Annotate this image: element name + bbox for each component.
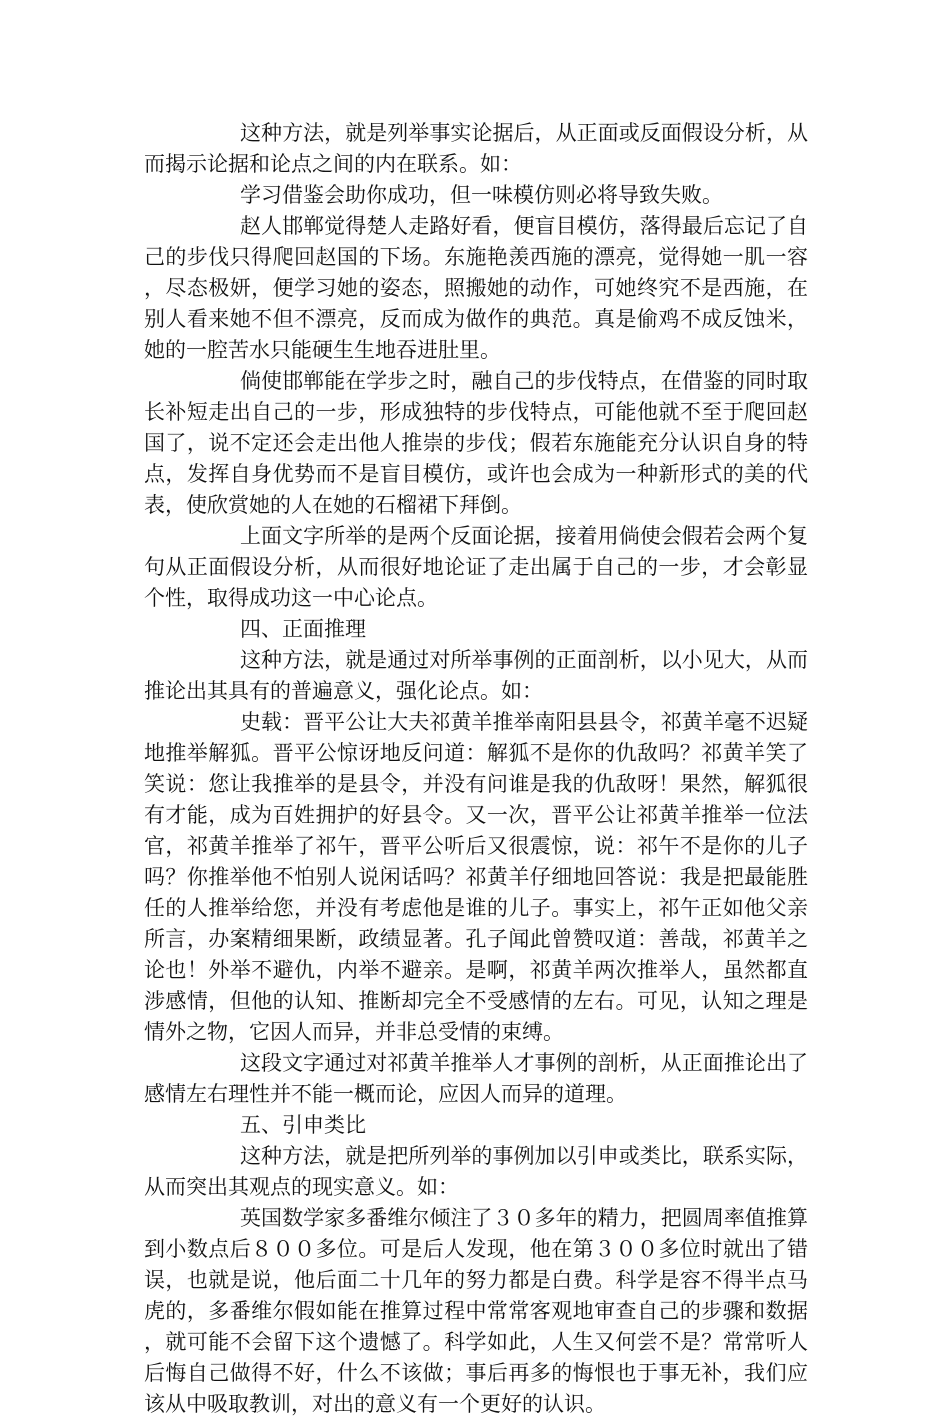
paragraph: 这种方法，就是列举事实论据后，从正面或反面假设分析，从而揭示论据和论点之间的内在联系。如： (144, 121, 808, 176)
document-body (144, 118, 808, 1420)
paragraph: 这种方法，就是通过对所举事例的正面剖析，以小见大，从而推论出其具有的普遍意义，强化论点。如： (144, 648, 808, 703)
paragraph: 这种方法，就是把所列举的事例加以引申或类比，联系实际，从而突出其观点的现实意义。如： (144, 1144, 808, 1199)
paragraph: 这段文字通过对祁黄羊推举人才事例的剖析，从正面推论出了感情左右理性并不能一概而论，应因人而异的道理。 (144, 1051, 808, 1106)
section-heading: 五、引申类比 (240, 1113, 366, 1137)
paragraph: 学习借鉴会助你成功，但一味模仿则必将导致失败。 (240, 183, 723, 207)
paragraph: 赵人邯郸觉得楚人走路好看，便盲目模仿，落得最后忘记了自己的步伐只得爬回赵国的下场。东施艳羡西施的漂亮，觉得她一肌一容，尽态极妍，便学习她的姿态，照搬她的动作，可她终究不是西施，在别人看来她不但不漂亮，反而成为做作的典范。真是偷鸡不成反蚀米，她的一腔苦水只能硬生生地吞进肚里。 (144, 214, 808, 362)
paragraph: 上面文字所举的是两个反面论据，接着用倘使会假若会两个复句从正面假设分析，从而很好地论证了走出属于自己的一步，才会彰显个性，取得成功这一中心论点。 (144, 524, 808, 610)
paragraph: 英国数学家多番维尔倾注了３０多年的精力，把圆周率值推算到小数点后８００多位。可是后人发现，他在第３００多位时就出了错误，也就是说，他后面二十几年的努力都是白费。科学是容不得半点马虎的，多番维尔假如能在推算过程中常常客观地审查自己的步骤和数据，就可能不会留下这个遗憾了。科学如此，人生又何尝不是？常常听人后悔自己做得不好，什么不该做；事后再多的悔恨也于事无补，我们应该从中吸取教训，对出的意义有一个更好的认识。 (144, 1206, 808, 1416)
paragraph: 史载：晋平公让大夫祁黄羊推举南阳县县令，祁黄羊毫不迟疑地推举解狐。晋平公惊讶地反问道：解狐不是你的仇敌吗？祁黄羊笑了笑说：您让我推举的是县令，并没有问谁是我的仇敌呀！果然，解狐很有才能，成为百姓拥护的好县令。又一次，晋平公让祁黄羊推举一位法官，祁黄羊推举了祁午，晋平公听后又很震惊，说：祁午不是你的儿子吗？你推举他不怕别人说闲话吗？祁黄羊仔细地回答说：我是把最能胜任的人推举给您，并没有考虑他是谁的儿子。事实上，祁午正如他父亲所言，办案精细果断，政绩显著。孔子闻此曾赞叹道：善哉，祁黄羊之论也！外举不避仇，内举不避亲。是啊，祁黄羊两次推举人，虽然都直涉感情，但他的认知、推断却完全不受感情的左右。可见，认知之理是情外之物，它因人而异，并非总受情的束缚。 (144, 710, 808, 1044)
paragraph: 倘使邯郸能在学步之时，融自己的步伐特点，在借鉴的同时取长补短走出自己的一步，形成独特的步伐特点，可能他就不至于爬回赵国了，说不定还会走出他人推崇的步伐；假若东施能充分认识自身的特点，发挥自身优势而不是盲目模仿，或许也会成为一种新形式的美的代表，使欣赏她的人在她的石榴裙下拜倒。 (144, 369, 808, 517)
section-heading: 四、正面推理 (240, 617, 366, 641)
